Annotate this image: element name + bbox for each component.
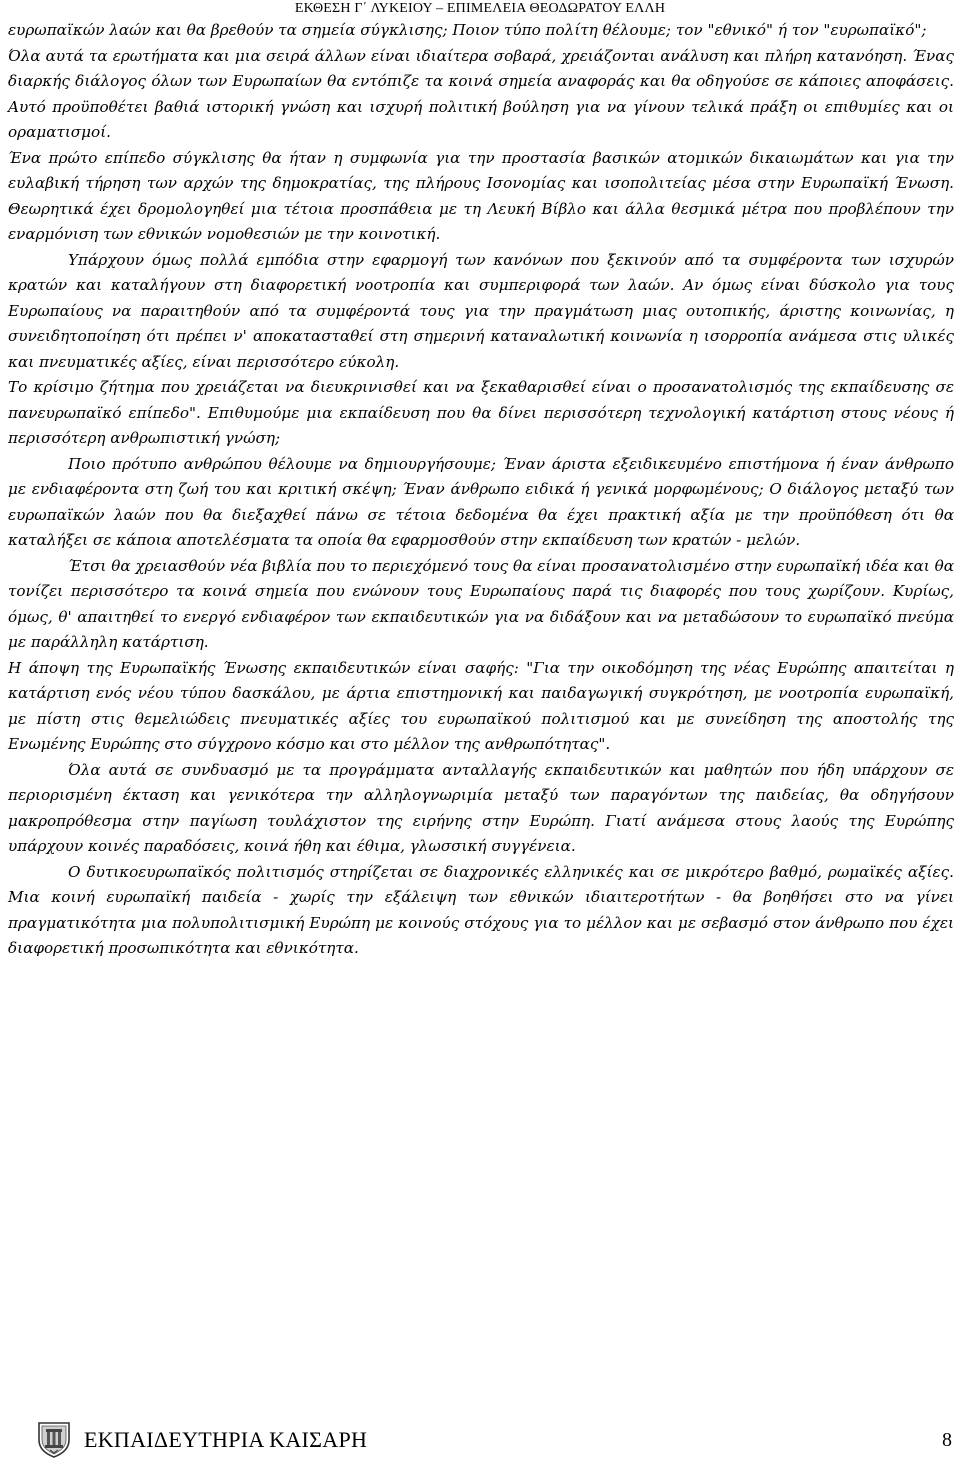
paragraph-6: Ποιο πρότυπο ανθρώπου θέλουμε να δημιουργήσουμε; Έναν άριστα εξειδικευμένο επιστήμονα ή έναν άνθρωπο με ενδιαφέροντα στη ζωή του και κριτική σκέψη; Έναν άνθρωπο ειδικά ή γενικά μορφωμένους; Ο διάλογος μεταξύ των ευρωπαϊκών λαών που θα διεξαχθεί πάνω σε τέτοια δεδομένα θα έχει πρακτική αξία με την προϋπόθεση ότι θα καταλήξει σε κάποια αποτελέσματα τα οποία θα εφαρμοσθούν στην εκπαίδευση των κρατών - μελών.	[8, 454, 954, 549]
paragraph-7: Έτσι θα χρειασθούν νέα βιβλία που το περιεχόμενό τους θα είναι προσανατολισμένο στην ευρωπαϊκή ιδέα και θα τονίζει περισσότερο τα κοινά σημεία που ενώνουν τους Ευρωπαίους παρά τις διαφορές που τους χωρίζουν. Κυρίως, όμως, θ' απαιτηθεί το ενεργό ενδιαφέρον των εκπαιδευτικών για να διδάξουν και να μεταδώσουν το ευρωπαϊκό πνεύμα με παράλληλη κατάρτιση.	[8, 556, 954, 651]
paragraph-5: Το κρίσιμο ζήτημα που χρειάζεται να διευκρινισθεί και να ξεκαθαρισθεί είναι ο προσανατολισμός της εκπαίδευσης σε πανευρωπαϊκό επίπεδο". Επιθυμούμε μια εκπαίδευση που θα δίνει περισσότερη τεχνολογική κατάρτιση στους νέους ή περισσότερη ανθρωπιστική γνώση;	[8, 378, 954, 447]
document-body	[8, 18, 954, 962]
paragraph-8: Η άποψη της Ευρωπαϊκής Ένωσης εκπαιδευτικών είναι σαφής: "Για την οικοδόμηση της νέας Ευρώπης απαιτείται η κατάρτιση ενός νέου τύπου δασκάλου, με άρτια επιστημονική και παιδαγωγική συγκρότηση, με νοοτροπία ευρωπαϊκή, με πίστη στις θεμελιώδεις πνευματικές αξίες του ευρωπαϊκού πολιτισμού και με συνείδηση της αποστολής της Ενωμένης Ευρώπης στο σύγχρονο κόσμο και στο μέλλον της ανθρωπότητας".	[8, 658, 954, 753]
page-number: 8	[942, 1429, 952, 1451]
paragraph-2: Όλα αυτά τα ερωτήματα και μια σειρά άλλων είναι ιδιαίτερα σοβαρά, χρειάζονται ανάλυση και πλήρη κατανόηση. Ένας διαρκής διάλογος όλων των Ευρωπαίων θα εντόπιζε τα κοινά σημεία αναφοράς και θα οδηγούσε σε κάποιες αποφάσεις. Αυτό προϋποθέτει βαθιά ιστορική γνώση και ισχυρή πολιτική βούληση για να γίνουν τελικά πράξη οι επιθυμίες και οι οραματισμοί.	[8, 46, 954, 141]
school-crest-icon	[36, 1420, 72, 1458]
footer-school-name: ΕΚΠΑΙΔΕΥΤΗΡΙΑ ΚΑΙΣΑΡΗ	[84, 1427, 368, 1452]
paragraph-9: Όλα αυτά σε συνδυασμό με τα προγράμματα ανταλλαγής εκπαιδευτικών και μαθητών που ήδη υπάρχουν σε περιορισμένη έκταση και γενικότερα την αλληλογνωριμία μεταξύ των παραγόντων της παιδείας, θα οδηγήσουν μακροπρόθεσμα στην παγίωση τουλάχιστον της ειρήνης στην Ευρώπη. Γιατί ανάμεσα στους λαούς της Ευρώπης υπάρχουν κοινές παραδόσεις, κοινά ήθη και έθιμα, γλωσσική συγγένεια.	[8, 760, 954, 855]
paragraph-4: Υπάρχουν όμως πολλά εμπόδια στην εφαρμογή των κανόνων που ξεκινούν από τα συμφέροντα των ισχυρών κρατών και καταλήγουν στη διαφορετική νοοτροπία και συμπεριφορά των λαών. Αν όμως είναι δύσκολο για τους Ευρωπαίους να παραιτηθούν από τα συμφέροντά τους για την πραγμάτωση μιας ουτοπικής, άριστης κοινωνίας, η συνειδητοποίηση ότι πρέπει ν' αποκατασταθεί στη σημερινή καταναλωτική κοινωνία η ισορροπία ανάμεσα στις υλικές και πνευματικές αξίες, είναι περισσότερο εύκολη.	[8, 250, 954, 371]
page-header	[0, 0, 960, 18]
paragraph-3: Ένα πρώτο επίπεδο σύγκλισης θα ήταν η συμφωνία για την προστασία βασικών ατομικών δικαιωμάτων και για την ευλαβική τήρηση των αρχών της δημοκρατίας, της πλήρους Ισονομίας και ισοπολιτείας μέσα στην Ευρωπαϊκή Ένωση. Θεωρητικά έχει δρομολογηθεί μια τέτοια προσπάθεια με τη Λευκή Βίβλο και άλλα θεσμικά μέτρα που προβλέπουν την εναρμόνιση των εθνικών νομοθεσιών με την κοινοτική.	[8, 148, 954, 243]
page-footer	[36, 1418, 956, 1462]
paragraph-1: ευρωπαϊκών λαών και θα βρεθούν τα σημεία σύγκλισης; Ποιον τύπο πολίτη θέλουμε; τον "εθνικό" ή τον "ευρωπαϊκό";	[8, 21, 927, 39]
paragraph-10: Ο δυτικοευρωπαϊκός πολιτισμός στηρίζεται σε διαχρονικές ελληνικές και σε μικρότερο βαθμό, ρωμαϊκές αξίες. Μια κοινή ευρωπαϊκή παιδεία - χωρίς την εξάλειψη των εθνικών ιδιαιτεροτήτων - θα βοηθήσει στο να γίνει πραγματικότητα μια πολυπολιτισμική Ευρώπη με κοινούς στόχους για το μέλλον και με σεβασμό στον άνθρωπο που έχει διαφορετική προσωπικότητα και εθνικότητα.	[8, 862, 954, 957]
header-title: ΕΚΘΕΣΗ Γ΄ ΛΥΚΕΙΟΥ – ΕΠΙΜΕΛΕΙΑ ΘΕΟΔΩΡΑΤΟΥ ΕΛΛΗ	[294, 1, 666, 16]
